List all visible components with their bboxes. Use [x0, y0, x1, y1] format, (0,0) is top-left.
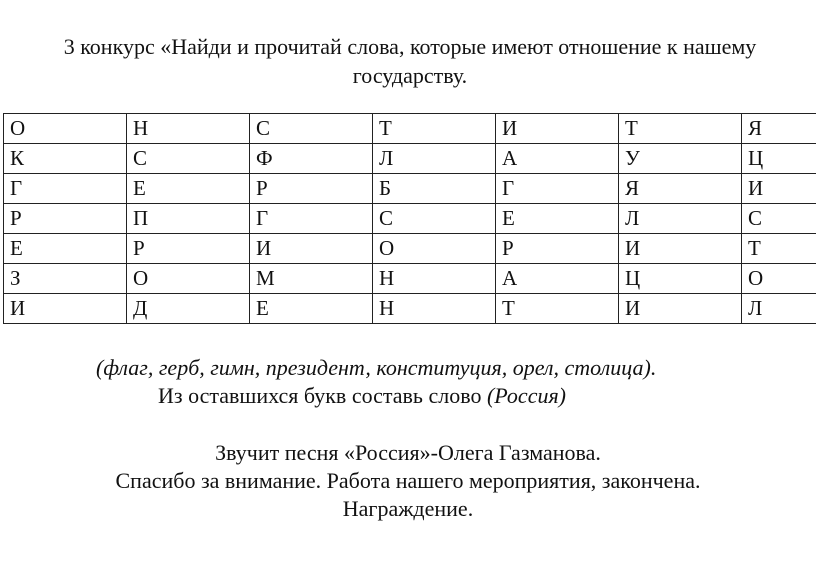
- grid-cell: Я: [742, 114, 816, 144]
- grid-cell: И: [619, 234, 742, 264]
- letter-grid: [3, 113, 816, 324]
- grid-cell: Т: [742, 234, 816, 264]
- grid-cell: Л: [742, 294, 816, 324]
- answer-words: (флаг, герб, гимн, президент, конституция, орел, столица).: [96, 355, 657, 380]
- grid-cell: О: [373, 234, 496, 264]
- grid-cell: Ц: [742, 144, 816, 174]
- grid-cell: Р: [496, 234, 619, 264]
- grid-row: [4, 174, 816, 204]
- grid-cell: О: [4, 114, 127, 144]
- grid-cell: Е: [4, 234, 127, 264]
- grid-row: [4, 234, 816, 264]
- letter-grid-body: [4, 114, 816, 324]
- grid-cell: П: [127, 204, 250, 234]
- grid-cell: Д: [127, 294, 250, 324]
- grid-cell: Л: [373, 144, 496, 174]
- grid-cell: Н: [373, 264, 496, 294]
- thanks-line: Спасибо за внимание. Работа нашего мероприятия, закончена.: [115, 468, 701, 493]
- grid-cell: С: [742, 204, 816, 234]
- grid-cell: И: [4, 294, 127, 324]
- grid-cell: Г: [250, 204, 373, 234]
- grid-cell: Г: [4, 174, 127, 204]
- task-answer: (Россия): [486, 383, 567, 408]
- grid-cell: Н: [127, 114, 250, 144]
- grid-cell: А: [496, 264, 619, 294]
- grid-cell: Т: [619, 114, 742, 144]
- grid-row: [4, 204, 816, 234]
- grid-cell: И: [250, 234, 373, 264]
- grid-cell: И: [496, 114, 619, 144]
- grid-cell: Б: [373, 174, 496, 204]
- grid-cell: С: [250, 114, 373, 144]
- grid-cell: Р: [4, 204, 127, 234]
- grid-cell: Ц: [619, 264, 742, 294]
- contest-title: 3 конкурс «Найди и прочитай слова, которые имеют отношение к нашему государству.: [63, 34, 757, 88]
- task-text: Из оставшихся букв составь слово: [158, 383, 482, 408]
- grid-cell: А: [496, 144, 619, 174]
- grid-row: [4, 144, 816, 174]
- grid-row: [4, 264, 816, 294]
- grid-cell: Л: [619, 204, 742, 234]
- song-line: Звучит песня «Россия»-Олега Газманова.: [215, 440, 601, 465]
- grid-cell: З: [4, 264, 127, 294]
- grid-cell: С: [127, 144, 250, 174]
- grid-cell: Е: [250, 294, 373, 324]
- grid-cell: Т: [496, 294, 619, 324]
- grid-cell: Р: [250, 174, 373, 204]
- grid-row: [4, 114, 816, 144]
- award-line: Награждение.: [342, 496, 474, 521]
- grid-cell: Р: [127, 234, 250, 264]
- grid-cell: С: [373, 204, 496, 234]
- grid-cell: Г: [496, 174, 619, 204]
- grid-cell: Е: [496, 204, 619, 234]
- grid-cell: О: [127, 264, 250, 294]
- grid-cell: И: [619, 294, 742, 324]
- grid-cell: Н: [373, 294, 496, 324]
- grid-cell: Е: [127, 174, 250, 204]
- task-line: [158, 381, 566, 410]
- grid-cell: М: [250, 264, 373, 294]
- grid-cell: Т: [373, 114, 496, 144]
- grid-cell: У: [619, 144, 742, 174]
- grid-cell: К: [4, 144, 127, 174]
- grid-cell: О: [742, 264, 816, 294]
- grid-cell: И: [742, 174, 816, 204]
- grid-cell: Я: [619, 174, 742, 204]
- grid-row: [4, 294, 816, 324]
- grid-cell: Ф: [250, 144, 373, 174]
